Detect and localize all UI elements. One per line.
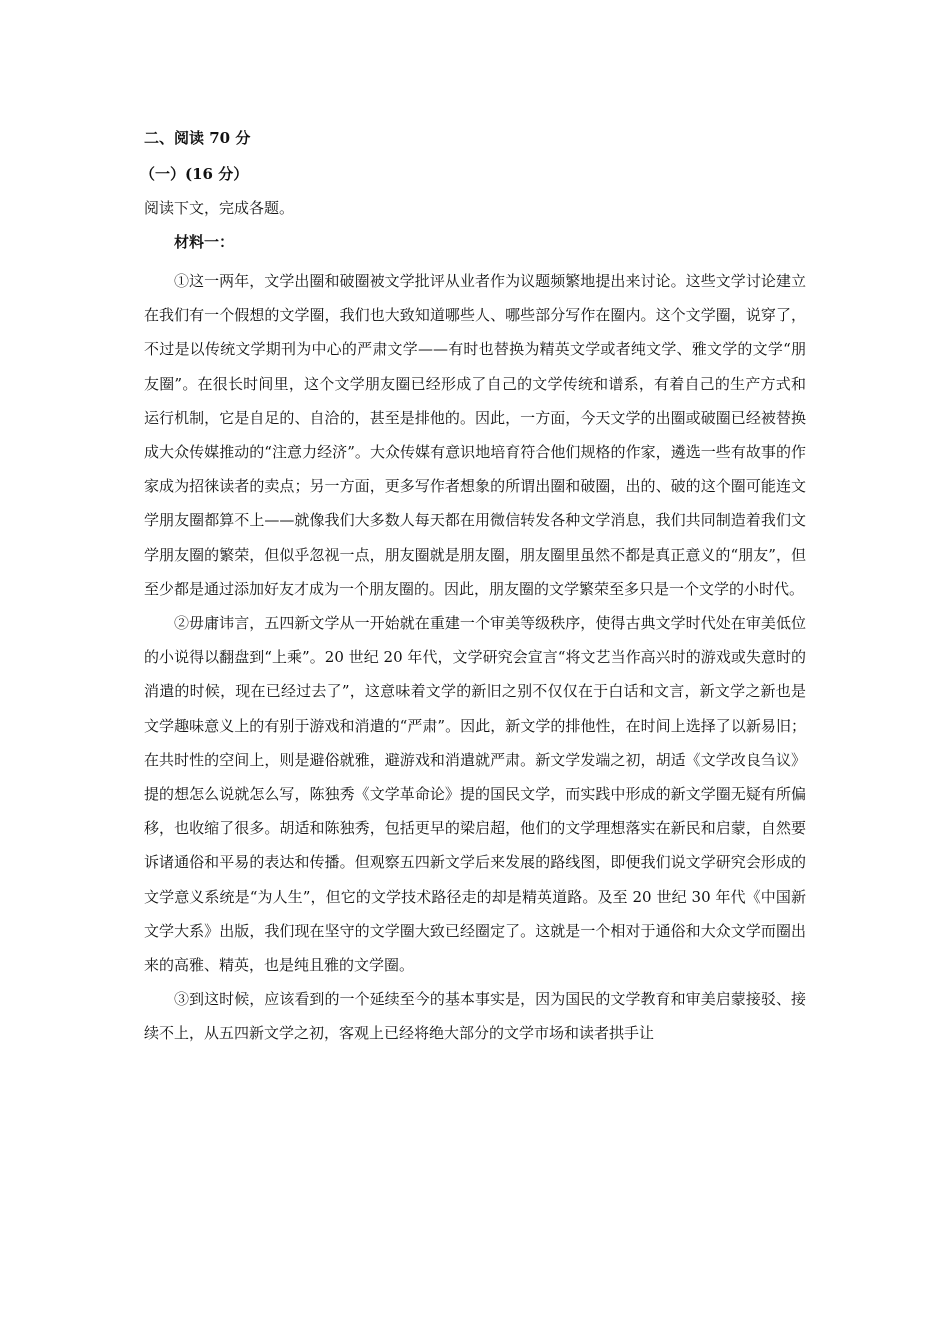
paragraph-2: ②毋庸讳言，五四新文学从一开始就在重建一个审美等级秩序，使得古典文学时代处在审美低位的小说得以翻盘到“上乘”。20 世纪 20 年代，文学研究会宣言“将文艺当作高兴时的游戏或失意时的消遣的时候，现在已经过去了”，这意味着文学的新旧之别不仅仅在于白话和文言，新文学之新也是文学趣味意义上的有别于游戏和消遣的“严肃”。因此，新文学的排他性，在时间上选择了以新易旧；在共时性的空间上，则是避俗就雅，避游戏和消遣就严肃。新文学发端之初，胡适《文学改良刍议》提的想怎么说就怎么写，陈独秀《文学革命论》提的国民文学，而实践中形成的新文学圈无疑有所偏移，也收缩了很多。胡适和陈独秀，包括更早的梁启超，他们的文学理想落实在新民和启蒙，自然要诉诸通俗和平易的表达和传播。但观察五四新文学后来发展的路线图，即便我们说文学研究会形成的文学意义系统是“为人生”，但它的文学技术路径走的却是精英道路。及至 20 世纪 30 年代《中国新文学大系》出版，我们现在坚守的文学圈大致已经圈定了。这就是一个相对于通俗和大众文学而圈出来的高雅、精英，也是纯且雅的文学圈。 (144, 614, 806, 975)
subsection-heading: （一）(16 分） (140, 165, 249, 183)
reading-instruction: 阅读下文，完成各题。 (144, 199, 295, 217)
material-label: 材料一： (174, 233, 235, 251)
document-content (140, 128, 806, 1051)
paragraph-3: ③到这时候，应该看到的一个延续至今的基本事实是，因为国民的文学教育和审美启蒙接驳、接续不上，从五四新文学之初，客观上已经将绝大部分的文学市场和读者拱手让 (144, 990, 806, 1043)
paragraph-1: ①这一两年，文学出圈和破圈被文学批评从业者作为议题频繁地提出来讨论。这些文学讨论建立在我们有一个假想的文学圈，我们也大致知道哪些人、哪些部分写作在圈内。这个文学圈，说穿了，不过是以传统文学期刊为中心的严肃文学——有时也替换为精英文学或者纯文学、雅文学的文学“朋友圈”。在很长时间里，这个文学朋友圈已经形成了自己的文学传统和谱系，有着自己的生产方式和运行机制，它是自足的、自洽的，甚至是排他的。因此，一方面，今天文学的出圈或破圈已经被替换成大众传媒推动的“注意力经济”。大众传媒有意识地培育符合他们规格的作家，遴选一些有故事的作家成为招徕读者的卖点；另一方面，更多写作者想象的所谓出圈和破圈，出的、破的这个圈可能连文学朋友圈都算不上——就像我们大多数人每天都在用微信转发各种文学消息，我们共同制造着我们文学朋友圈的繁荣，但似乎忽视一点，朋友圈就是朋友圈，朋友圈里虽然不都是真正意义的“朋友”，但至少都是通过添加好友才成为一个朋友圈的。因此，朋友圈的文学繁荣至多只是一个文学的小时代。 (144, 272, 806, 598)
section-heading: 二、阅读 70 分 (144, 129, 251, 147)
